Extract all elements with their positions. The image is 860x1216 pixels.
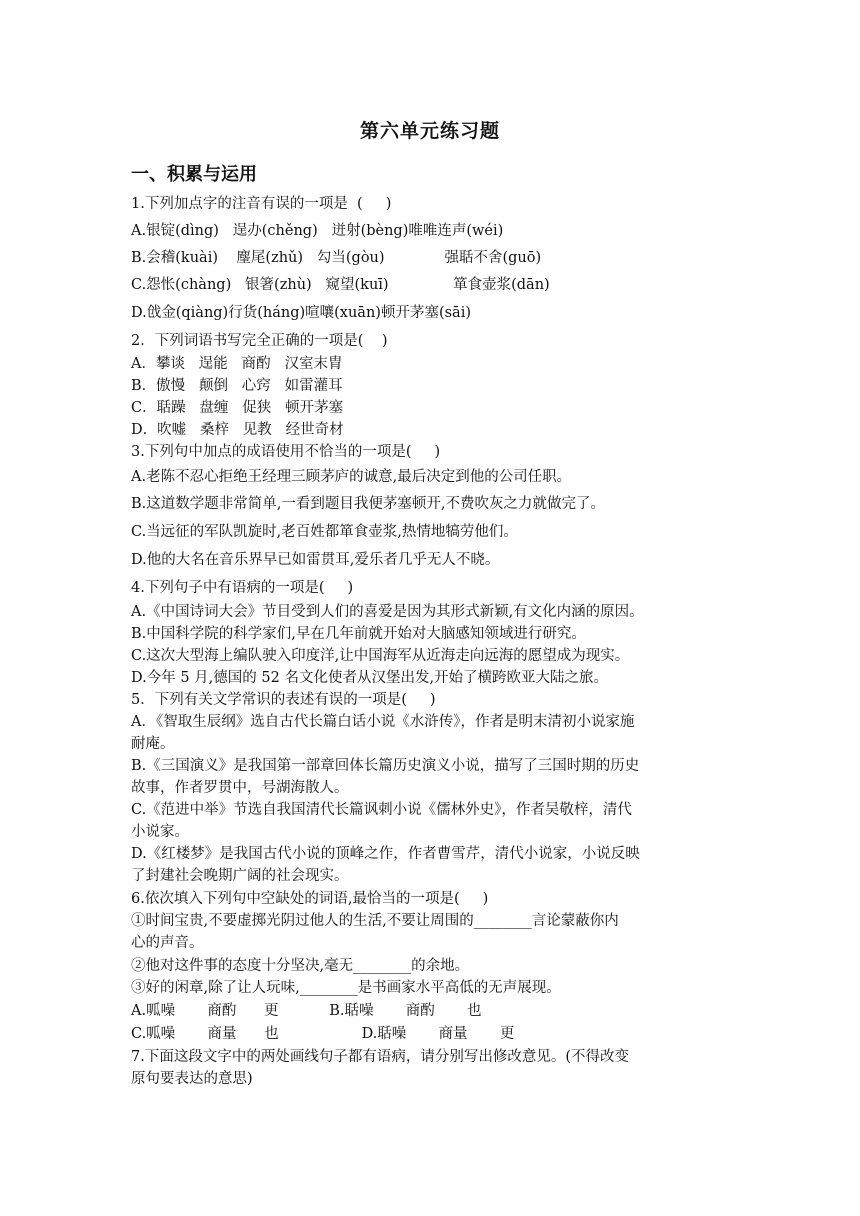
- question-3-stem: 3.下列句中加点的成语使用不恰当的一项是( ): [131, 444, 441, 460]
- question-6-stem: 6.依次填入下列句中空缺处的词语,最恰当的一项是( ): [131, 891, 489, 907]
- question-3-option-b: B.这道数学题非常简单,一看到题目我便茅塞顿开,不费吹灰之力就做完了。: [131, 496, 605, 512]
- question-3-option-c: C.当远征的军队凯旋时,老百姓都箪食壶浆,热情地犒劳他们。: [131, 524, 518, 540]
- question-5-stem: 5．下列有关文学常识的表述有误的一项是( ): [131, 692, 436, 708]
- question-5-option-b: B.《三国演义》是我国第一部章回体长篇历史演义小说，描写了三国时期的历史: [131, 758, 640, 774]
- question-1-option-b: B.会稽(kuài) 麈尾(zhǔ) 勾当(gòu) 强聒不舍(guō): [131, 250, 542, 266]
- question-6-sentence-3: ③好的闲章,除了让人玩味,________是书画家水平高低的无声展现。: [131, 980, 561, 996]
- question-5-option-c: C.《范进中举》节选自我国清代长篇讽刺小说《儒林外史》，作者吴敬梓，清代: [131, 802, 632, 818]
- question-3-option-d: D.他的大名在音乐界早已如雷贯耳,爱乐者几乎无人不晓。: [131, 552, 500, 568]
- question-6-sentence-1: ①时间宝贵,不要虚掷光阴过他人的生活,不要让周围的________言论蒙蔽你内: [131, 913, 619, 929]
- question-7-stem: 7.下面这段文字中的两处画线句子都有语病，请分别写出修改意见。(不得改变: [131, 1049, 629, 1065]
- question-2-option-c: C．聒躁 盘缠 促狭 顿开茅塞: [131, 400, 344, 416]
- question-6-options-cd: C.呱噪 商量 也 D.聒噪 商量 更: [131, 1026, 515, 1042]
- question-6-options-ab: A.呱噪 商酌 更 B.聒噪 商酌 也: [131, 1003, 482, 1019]
- question-5-option-b-cont: 故事，作者罗贯中，号湖海散人。: [131, 780, 349, 796]
- question-5-option-c-cont: 小说家。: [131, 824, 189, 840]
- question-4-option-d: D.今年 5 月,德国的 52 名文化使者从汉堡出发,开始了横跨欧亚大陆之旅。: [131, 670, 609, 686]
- question-1-option-c: C.怨怅(chàng) 银箸(zhù) 窥望(kuī) 箪食壶浆(dān): [131, 277, 550, 293]
- question-5-option-d: D.《红楼梦》是我国古代小说的顶峰之作，作者曹雪芹，清代小说家，小说反映: [131, 846, 640, 862]
- question-4-option-c: C.这次大型海上编队驶入印度洋,让中国海军从近海走向远海的愿望成为现实。: [131, 648, 630, 664]
- question-4-stem: 4.下列句子中有语病的一项是( ): [131, 580, 354, 596]
- question-5-option-d-cont: 了封建社会晚期广阔的社会现实。: [131, 868, 349, 884]
- question-5-option-a: A．《智取生辰纲》选自古代长篇白话小说《水浒传》，作者是明末清初小说家施: [131, 714, 635, 730]
- question-4-option-b: B.中国科学院的科学家们,早在几年前就开始对大脑感知领域进行研究。: [131, 626, 586, 642]
- question-6-sentence-2: ②他对这件事的态度十分坚决,毫无________的余地。: [131, 958, 470, 974]
- question-1-stem: 1.下列加点字的注音有误的一项是 ( ): [131, 196, 392, 212]
- question-2-option-b: B．傲慢 颠倒 心窍 如雷灌耳: [131, 378, 343, 394]
- question-2-option-a: A．攀谈 逞能 商酌 汉室末胄: [131, 356, 343, 372]
- section-heading: 一、积累与运用: [131, 164, 257, 185]
- question-1-option-d: D.戗金(qiàng)行货(háng)喧嚷(xuān)顿开茅塞(sāi): [131, 305, 471, 321]
- question-1-option-a: A.银锭(dìng) 逞办(chěng) 迸射(bèng)唯唯连声(wéi): [131, 223, 504, 239]
- question-2-stem: 2．下列词语书写完全正确的一项是( ): [131, 333, 388, 349]
- question-4-option-a: A.《中国诗词大会》节目受到人们的喜爱是因为其形式新颖,有文化内涵的原因。: [131, 604, 644, 620]
- page-title: 第六单元练习题: [359, 120, 500, 142]
- question-5-option-a-cont: 耐庵。: [131, 736, 175, 752]
- question-7-stem-cont: 原句要表达的意思): [131, 1071, 253, 1087]
- question-3-option-a: A.老陈不忍心拒绝王经理三顾茅庐的诚意,最后决定到他的公司任职。: [131, 469, 572, 485]
- question-2-option-d: D．吹嘘 桑梓 见教 经世奇材: [131, 422, 344, 438]
- question-6-sentence-1-cont: 心的声音。: [131, 935, 204, 951]
